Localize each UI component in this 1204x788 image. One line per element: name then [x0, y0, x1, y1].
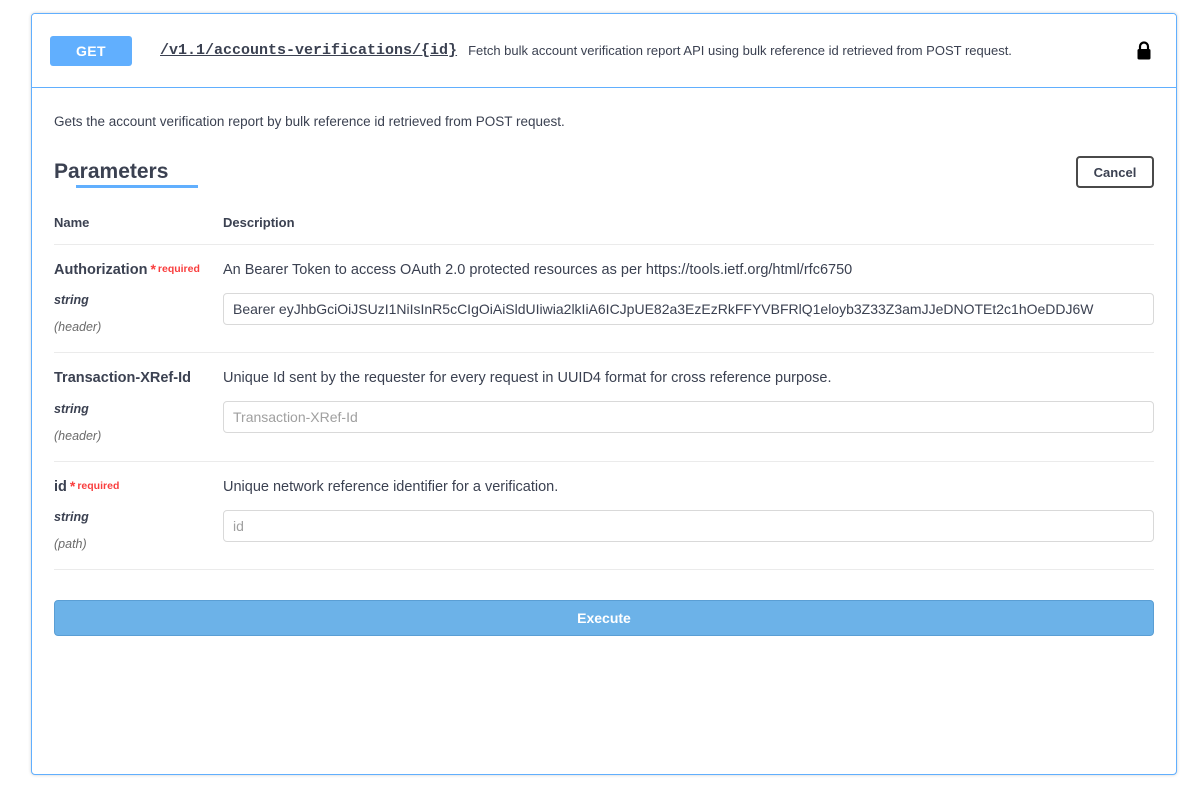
param-name: [54, 261, 223, 279]
lock-icon[interactable]: [1134, 40, 1154, 62]
required-label: required: [157, 263, 200, 275]
authorization-input[interactable]: [223, 293, 1154, 325]
execute-button[interactable]: Execute: [54, 600, 1154, 636]
cancel-button[interactable]: Cancel: [1076, 156, 1154, 188]
id-input[interactable]: [223, 510, 1154, 542]
param-desc-cell: [223, 353, 1154, 461]
table-row: [54, 461, 1154, 569]
required-label: required: [77, 479, 120, 492]
required-star: *: [69, 477, 76, 494]
parameters-header: [32, 135, 1176, 191]
column-header-description: Description: [223, 211, 1154, 245]
param-desc-cell: [223, 461, 1154, 569]
operation-summary-bar[interactable]: [32, 14, 1176, 88]
param-location: (header): [54, 320, 102, 335]
transaction-xref-id-input[interactable]: [223, 401, 1154, 433]
parameters-underline: [76, 185, 198, 188]
param-name-cell: [54, 353, 223, 461]
param-name-cell: [54, 245, 223, 353]
param-name: [54, 478, 223, 496]
operation-block: [31, 13, 1177, 775]
param-desc-cell: [223, 245, 1154, 353]
param-description: Unique Id sent by the requester for every request in UUID4 format for cross reference purpose.: [223, 370, 832, 387]
table-row: [54, 245, 1154, 353]
param-description: Unique network reference identifier for a verification.: [223, 478, 559, 495]
param-type: string: [54, 401, 89, 416]
operation-description: Gets the account verification report by bulk reference id retrieved from POST request.: [54, 114, 565, 129]
parameters-table: [54, 211, 1154, 570]
param-location: (header): [54, 428, 102, 443]
table-row: [54, 353, 1154, 461]
param-name-cell: [54, 461, 223, 569]
parameters-title: Parameters: [54, 160, 169, 183]
operation-path[interactable]: /v1.1/accounts-verifications/{id}: [160, 42, 458, 59]
required-star: *: [150, 261, 156, 277]
param-description: An Bearer Token to access OAuth 2.0 protected resources as per https://tools.ietf.org/html/rfc6750: [223, 262, 853, 278]
column-header-name: Name: [54, 211, 223, 245]
param-name: [54, 369, 223, 387]
param-type: string: [54, 510, 89, 525]
http-method-badge: GET: [50, 36, 132, 66]
param-type: string: [54, 293, 89, 308]
param-location: (path): [54, 537, 87, 552]
param-name-text: Transaction-XRef-Id: [54, 370, 191, 387]
table-header-row: [54, 211, 1154, 245]
param-name-text: Authorization: [54, 262, 148, 278]
operation-summary-text: Fetch bulk account verification report API using bulk reference id retrieved from POST request.: [468, 43, 1012, 58]
param-name-text: id: [54, 478, 67, 495]
execute-area: [32, 570, 1176, 636]
